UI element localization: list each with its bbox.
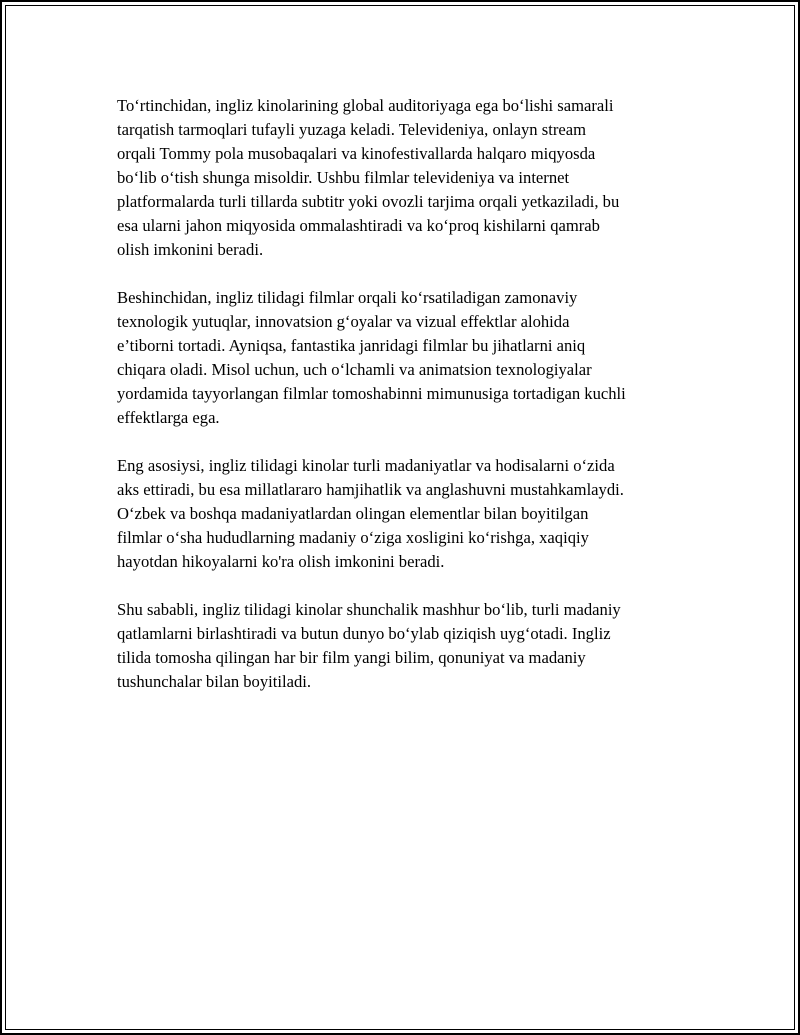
paragraph-line: yordamida tayyorlangan filmlar tomoshabinni mimunusiga tortadigan kuchli: [117, 384, 626, 403]
paragraph-line: hayotdan hikoyalarni ko'ra olish imkonini beradi.: [117, 552, 445, 571]
paragraph-line: Eng asosiysi, ingliz tilidagi kinolar turli madaniyatlar va hodisalarni o‘zida: [117, 456, 615, 475]
paragraph-line: olish imkonini beradi.: [117, 240, 264, 259]
paragraph-3: [117, 454, 687, 574]
paragraph-line: tilida tomosha qilingan har bir film yangi bilim, qonuniyat va madaniy: [117, 648, 586, 667]
paragraph-2: [117, 286, 687, 430]
paragraph-line: bo‘lib o‘tish shunga misoldir. Ushbu filmlar televideniya va internet: [117, 168, 570, 187]
paragraph-line: tushunchalar bilan boyitiladi.: [117, 672, 312, 691]
paragraph-line: e’tiborni tortadi. Ayniqsa, fantastika janridagi filmlar bu jihatlarni aniq: [117, 336, 586, 355]
paragraph-line: chiqara oladi. Misol uchun, uch o‘lchamli va animatsion texnologiyalar: [117, 360, 592, 379]
paragraph-line: orqali Tommy pola musobaqalari va kinofestivallarda halqaro miqyosda: [117, 144, 596, 163]
paragraph-line: platformalarda turli tillarda subtitr yoki ovozli tarjima orqali yetkaziladi, bu: [117, 192, 620, 211]
paragraph-line: tarqatish tarmoqlari tufayli yuzaga keladi. Televideniya, onlayn stream: [117, 120, 586, 139]
paragraph-4: [117, 598, 687, 694]
paragraph-1: [117, 94, 687, 262]
document-body: [117, 94, 687, 718]
paragraph-line: effektlarga ega.: [117, 408, 220, 427]
paragraph-line: filmlar o‘sha hududlarning madaniy o‘ziga xosligini ko‘rishga, xaqiqiy: [117, 528, 589, 547]
paragraph-line: texnologik yutuqlar, innovatsion g‘oyalar va vizual effektlar alohida: [117, 312, 570, 331]
paragraph-line: O‘zbek va boshqa madaniyatlardan olingan elementlar bilan boyitilgan: [117, 504, 589, 523]
paragraph-line: Beshinchidan, ingliz tilidagi filmlar orqali ko‘rsatiladigan zamonaviy: [117, 288, 578, 307]
paragraph-line: Shu sababli, ingliz tilidagi kinolar shunchalik mashhur bo‘lib, turli madaniy: [117, 600, 621, 619]
paragraph-line: aks ettiradi, bu esa millatlararo hamjihatlik va anglashuvni mustahkamlaydi.: [117, 480, 624, 499]
paragraph-line: qatlamlarni birlashtiradi va butun dunyo bo‘ylab qiziqish uyg‘otadi. Ingliz: [117, 624, 611, 643]
paragraph-line: To‘rtinchidan, ingliz kinolarining global auditoriyaga ega bo‘lishi samarali: [117, 96, 614, 115]
paragraph-line: esa ularni jahon miqyosida ommalashtiradi va ko‘proq kishilarni qamrab: [117, 216, 600, 235]
